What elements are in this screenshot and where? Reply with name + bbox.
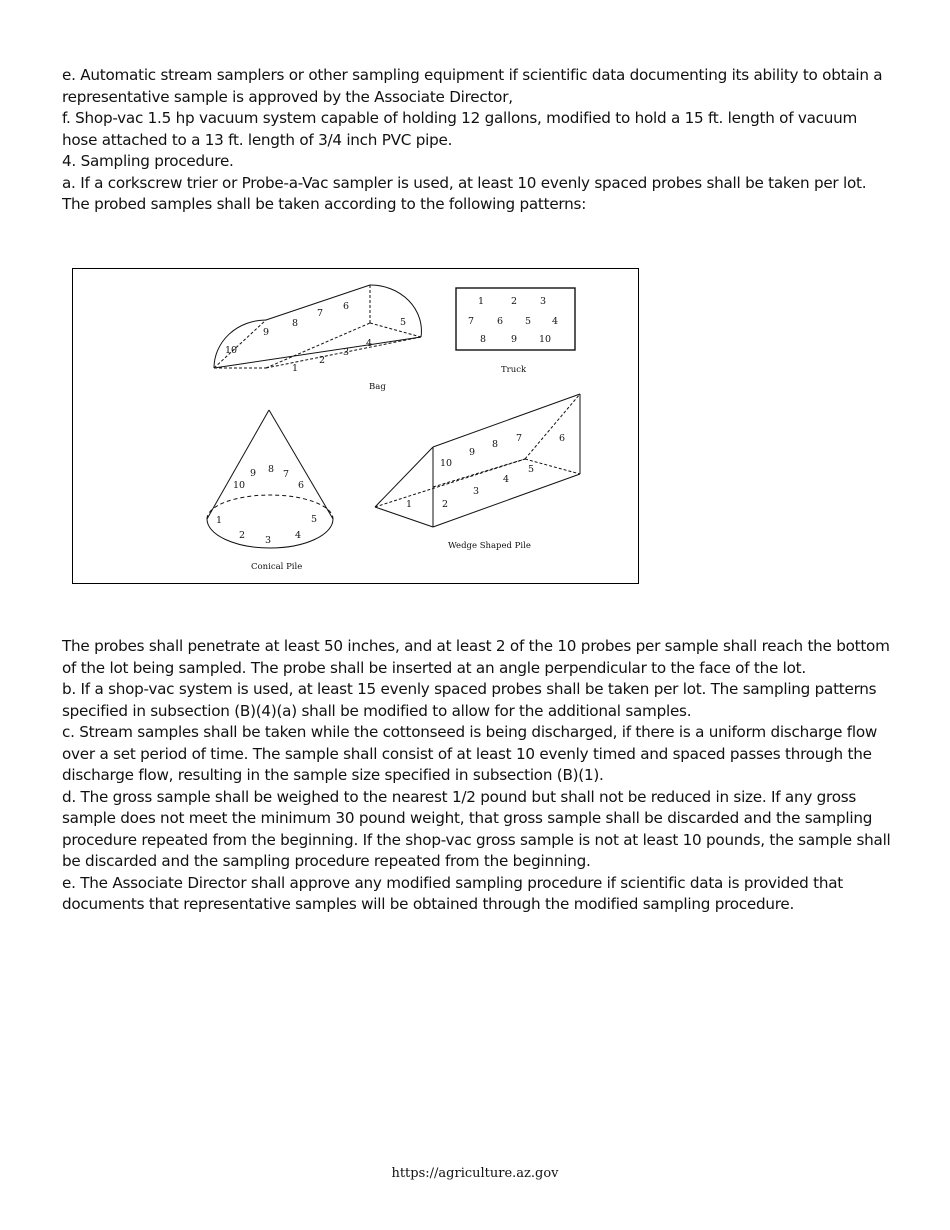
truck-number: 1 bbox=[478, 296, 485, 307]
bag-number: 1 bbox=[292, 363, 299, 374]
conical-caption: Conical Pile bbox=[251, 562, 303, 572]
bag-diagram bbox=[214, 285, 421, 368]
conical-number: 1 bbox=[216, 515, 223, 526]
footer-url: https://agriculture.az.gov bbox=[391, 1166, 559, 1181]
bag-number: 6 bbox=[343, 301, 350, 312]
bag-caption: Bag bbox=[369, 382, 386, 392]
truck-number: 7 bbox=[468, 316, 475, 327]
bag-number: 5 bbox=[400, 317, 407, 328]
bag-number: 7 bbox=[317, 308, 324, 319]
truck-number: 5 bbox=[525, 316, 532, 327]
paragraph-4-sampling-procedure: 4. Sampling procedure. bbox=[62, 152, 234, 170]
conical-number: 10 bbox=[233, 480, 246, 491]
wedge-number: 2 bbox=[442, 499, 449, 510]
paragraph-e-modified-procedure: e. The Associate Director shall approve any modified sampling procedure if scientific data is provided that documents that representative samples will be obtained through the modified sampling procedure. bbox=[62, 873, 843, 913]
bag-number: 2 bbox=[319, 355, 326, 366]
wedge-number: 3 bbox=[473, 486, 480, 497]
paragraph-d-gross-sample: d. The gross sample shall be weighed to the nearest 1/2 pound but shall not be reduced in size. If any gross sample does not meet the minimum 30 pound weight, that gross sample shall be discarded and the sampling procedure repeated from the beginning. If the shop-vac gross sample is not at least 10 pounds, the sample shall be discarded and the sampling procedure repeated from the beginning. bbox=[62, 787, 891, 870]
bag-number: 3 bbox=[343, 347, 350, 358]
wedge-number: 9 bbox=[469, 447, 476, 458]
conical-number: 3 bbox=[265, 535, 272, 546]
wedge-number: 4 bbox=[503, 474, 510, 485]
paragraph-e-stream-samplers: e. Automatic stream samplers or other sampling equipment if scientific data documenting its ability to obtain a representative sample is approved by the Associate Director, bbox=[62, 66, 883, 106]
wedge-number: 1 bbox=[406, 499, 413, 510]
paragraph-probes-penetrate: The probes shall penetrate at least 50 inches, and at least 2 of the 10 probes per sample shall reach the bottom of the lot being sampled. The probe shall be inserted at an angle perpendicular to the face of the lot. bbox=[62, 637, 890, 677]
truck-number: 10 bbox=[539, 334, 552, 345]
conical-number: 6 bbox=[298, 480, 305, 491]
wedge-caption: Wedge Shaped Pile bbox=[448, 541, 531, 551]
conical-number: 7 bbox=[283, 469, 290, 480]
wedge-number: 8 bbox=[492, 439, 499, 450]
paragraph-a-corkscrew-trier: a. If a corkscrew trier or Probe-a-Vac sampler is used, at least 10 evenly spaced probes shall be taken per lot. The probed samples shall be taken according to the following patterns: bbox=[62, 173, 867, 213]
bag-number: 9 bbox=[263, 327, 270, 338]
wedge-number: 5 bbox=[528, 464, 535, 475]
wedge-number: 6 bbox=[559, 433, 566, 444]
paragraph-c-stream-samples: c. Stream samples shall be taken while the cottonseed is being discharged, if there is a uniform discharge flow over a set period of time. The sample shall consist of at least 10 evenly timed and spaced passes through the discharge flow, resulting in the sample size specified in subsection (B)(1). bbox=[62, 723, 878, 784]
conical-number: 9 bbox=[250, 468, 257, 479]
paragraph-f-shop-vac: f. Shop-vac 1.5 hp vacuum system capable of holding 12 gallons, modified to hold a 15 ft. length of vacuum hose attached to a 13 ft. length of 3/4 inch PVC pipe. bbox=[62, 109, 858, 149]
truck-number: 3 bbox=[540, 296, 547, 307]
conical-number: 5 bbox=[311, 514, 318, 525]
bottom-text-block bbox=[62, 636, 892, 916]
bag-number: 4 bbox=[366, 338, 373, 349]
paragraph-b-shop-vac-probes: b. If a shop-vac system is used, at least 15 evenly spaced probes shall be taken per lot. The sampling patterns specified in subsection (B)(4)(a) shall be modified to allow for the additional samples. bbox=[62, 680, 877, 720]
bag-number: 8 bbox=[292, 318, 299, 329]
conical-number: 8 bbox=[268, 464, 275, 475]
truck-number: 8 bbox=[480, 334, 487, 345]
truck-number: 4 bbox=[552, 316, 559, 327]
conical-number: 4 bbox=[295, 530, 302, 541]
truck-number: 9 bbox=[511, 334, 518, 345]
sampling-patterns-figure bbox=[72, 268, 639, 584]
top-text-block bbox=[62, 65, 892, 216]
conical-pile-diagram bbox=[207, 410, 333, 548]
truck-caption: Truck bbox=[501, 365, 527, 375]
wedge-number: 10 bbox=[440, 458, 453, 469]
truck-number: 6 bbox=[497, 316, 504, 327]
bag-number: 10 bbox=[225, 345, 238, 356]
truck-number: 2 bbox=[511, 296, 518, 307]
conical-number: 2 bbox=[239, 530, 246, 541]
wedge-number: 7 bbox=[516, 433, 523, 444]
